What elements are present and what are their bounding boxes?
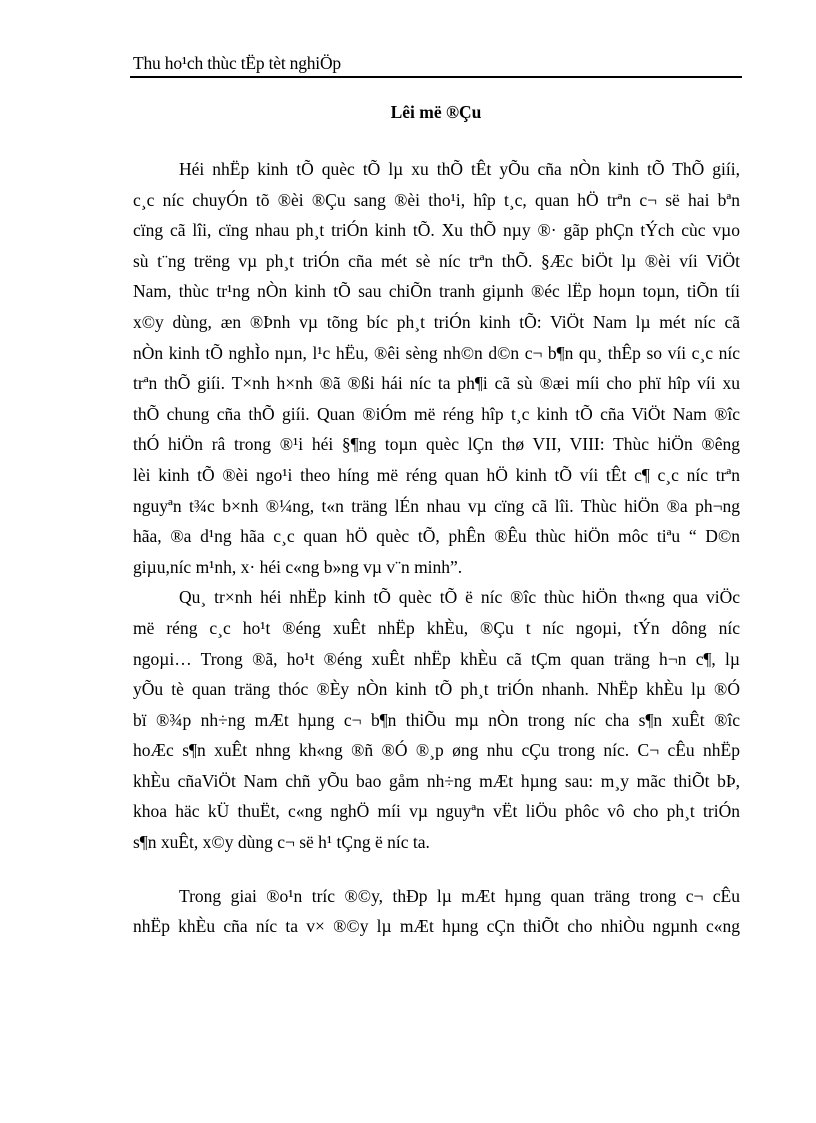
text-line: yÕu tè quan träng thóc ®Èy nÒn kinh tÕ ph¸t triÓn nhanh. NhËp khÈu lµ ®Ó [133,679,740,700]
paragraph [133,582,740,857]
text-line: cïng cã lîi, cïng nhau ph¸t triÓn kinh tÕ. Xu thÕ nµy ®· gãp phÇn tÝch cùc vµo [133,220,740,241]
text-line: sù t¨ng trëng vµ ph¸t triÓn cña mét sè níc trªn thÕ. §Æc biÖt lµ ®èi víi ViÖt [133,250,740,271]
paragraph [133,881,740,942]
text-line: thÓ hiÖn râ trong ®¹i héi §¶ng toµn quèc lÇn thø VII, VIII: Thùc hiÖn ®êng [133,434,740,455]
text-line: nÒn kinh tÕ nghÌo nµn, l¹c hËu, ®êi sèng nh©n d©n c¬ b¶n qu¸ thÊp so víi c¸c níc [133,342,740,363]
text-line: khoa häc kÜ thuËt, c«ng nghÖ míi vµ nguyªn vËt liÖu phôc vô cho ph¸t triÓn [133,801,740,822]
text-line: thÕ chung cña thÕ giíi. Quan ®iÓm më réng hîp t¸c kinh tÕ cña ViÖt Nam ®îc [133,403,740,424]
section-title: Lêi më ®Çu [390,102,482,122]
page-header: Thu ho¹ch thùc tËp tèt nghiÖp [133,53,341,73]
text-line: nguyªn t¾c b×nh ®¼ng, t«n träng lÉn nhau vµ cïng cã lîi. Thùc hiÖn ®a ph¬ng [133,495,740,516]
text-line: c¸c níc chuyÓn tõ ®èi ®Çu sang ®èi tho¹i, hîp t¸c, quan hÖ trªn c¬ së hai bªn [133,189,740,210]
document-body [133,154,740,942]
header-divider [130,76,742,78]
text-line: Nam, thùc tr¹ng nÒn kinh tÕ sau chiÕn tranh giµnh ®éc lËp hoµn toµn, tiÕn tíi [133,281,740,302]
text-line: trªn thÕ giíi. T×nh h×nh ®ã ®ßi hái níc ta ph¶i cã sù ®æi míi cho phï hîp víi xu [133,373,740,394]
text-line: Héi nhËp kinh tÕ quèc tÕ lµ xu thÕ tÊt yÕu cña nÒn kinh tÕ ThÕ giíi, [179,159,740,179]
text-line: khÈu cñaViÖt Nam chñ yÕu bao gåm nh÷ng mÆt hµng sau: m¸y mãc thiÕt bÞ, [133,770,740,791]
text-line: giµu,níc m¹nh, x· héi c«ng b»ng vµ v¨n minh”. [133,556,463,577]
text-line: lèi kinh tÕ ®èi ngo¹i theo híng më réng quan hÖ kinh tÕ víi tÊt c¶ c¸c níc trªn [133,464,740,485]
text-line: më réng c¸c ho¹t ®éng xuÊt nhËp khÈu, ®Çu t níc ngoµi, tÝn dông níc [133,617,740,638]
text-line: hoÆc s¶n xuÊt nhng kh«ng ®ñ ®Ó ®¸p øng nhu cÇu trong níc. C¬ cÊu nhËp [133,740,740,761]
text-line: hãa, ®a d¹ng hãa c¸c quan hÖ quèc tÕ, phÊn ®Êu thùc hiÖn môc tiªu “ D©n [133,526,740,547]
text-line: s¶n xuÊt, x©y dùng c¬ së h¹ tÇng ë níc ta. [133,832,430,853]
text-line: bï ®¾p nh÷ng mÆt hµng c¬ b¶n thiÕu mµ nÒn trong níc cha s¶n xuÊt ®îc [133,709,740,730]
text-line: ngoµi… Trong ®ã, ho¹t ®éng xuÊt nhËp khÈu cã tÇm quan träng h¬n c¶, lµ [133,648,740,669]
text-line: nhËp khÈu cña níc ta v× ®©y lµ mÆt hµng cÇn thiÕt cho nhiÒu ngµnh c«ng [133,916,740,937]
text-line: x©y dùng, æn ®Þnh vµ tõng bíc ph¸t triÓn kinh tÕ: ViÖt Nam lµ mét níc cã [133,311,740,332]
paragraph-gap [133,858,740,881]
paragraph [133,154,740,582]
text-line: Qu¸ tr×nh héi nhËp kinh tÕ quèc tÕ ë níc ®îc thùc hiÖn th«ng qua viÖc [179,587,740,608]
text-line: Trong giai ®o¹n tríc ®©y, thÐp lµ mÆt hµng quan träng trong c¬ cÊu [179,885,740,906]
